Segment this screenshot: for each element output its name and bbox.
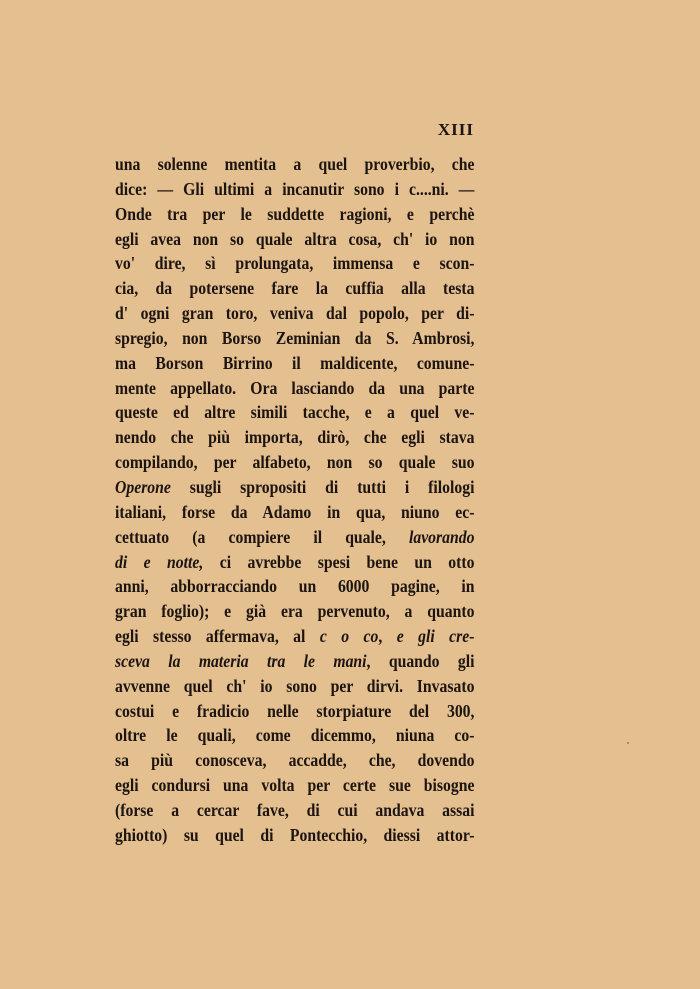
text-line xyxy=(115,550,474,575)
text-span: costui e fradicio nelle storpiature del 300, xyxy=(115,700,475,721)
text-span: sugli spropositi di tutti i filologi xyxy=(170,476,475,497)
text-span: spregio, non Borso Zeminian da S. Ambrosi, xyxy=(115,327,475,348)
paper-speck xyxy=(627,742,629,744)
text-span: mente appellato. Ora lasciando da una parte xyxy=(115,377,475,398)
text-line xyxy=(115,699,474,724)
text-span: sa più conosceva, accadde, che, dovendo xyxy=(115,750,475,771)
text-span: , xyxy=(378,626,397,647)
text-span: italiani, forse da Adamo in qua, niuno ec- xyxy=(115,501,475,522)
text-line xyxy=(115,152,474,177)
text-line xyxy=(115,599,474,624)
italic-text: di e notte, xyxy=(115,551,204,572)
text-span: vo' dire, sì prolungata, immensa e scon- xyxy=(115,253,475,274)
text-line xyxy=(115,400,474,425)
text-line xyxy=(115,227,474,252)
italic-text: c o co xyxy=(319,626,379,647)
text-line xyxy=(115,326,474,351)
text-span: queste ed altre simili tacche, e a quel ve- xyxy=(115,402,475,423)
text-line xyxy=(115,823,474,848)
body-text xyxy=(115,152,475,848)
italic-text: sceva la materia tra le mani xyxy=(115,650,367,671)
text-span: gran foglio); e già era pervenuto, a quanto xyxy=(115,601,475,622)
text-span: una solenne mentita a quel proverbio, che xyxy=(115,154,475,174)
text-span: anni, abborracciando un 6000 pagine, in xyxy=(115,576,475,597)
italic-text: Operone xyxy=(115,476,171,497)
text-line xyxy=(115,773,474,798)
text-line xyxy=(115,425,474,450)
text-span: oltre le quali, come dicemmo, niuna co- xyxy=(115,725,475,746)
text-line xyxy=(115,723,474,748)
text-span: d' ogni gran toro, veniva dal popolo, per di- xyxy=(115,303,475,324)
text-span: Onde tra per le suddette ragioni, e perchè xyxy=(115,203,475,224)
text-line xyxy=(115,574,474,599)
text-line xyxy=(115,748,474,773)
italic-text: lavorando xyxy=(408,526,475,547)
text-line xyxy=(115,301,474,326)
text-line xyxy=(115,500,474,525)
text-span: egli condursi una volta per certe sue bisogne xyxy=(115,775,475,796)
text-span: dice: — Gli ultimi a incanutir sono i c....ni. — xyxy=(115,178,475,199)
text-line xyxy=(115,376,474,401)
text-line xyxy=(115,475,474,500)
text-span: avvenne quel ch' io sono per dirvi. Invasato xyxy=(115,675,475,696)
text-span: , quando gli xyxy=(366,650,475,671)
text-line xyxy=(115,177,474,202)
text-line xyxy=(115,251,474,276)
italic-text: e gli cre- xyxy=(396,626,475,647)
text-span: ghiotto) su quel di Pontecchio, diessi attor- xyxy=(115,824,475,845)
text-span: nendo che più importa, dirò, che egli stava xyxy=(115,427,475,448)
text-line xyxy=(115,351,474,376)
text-span: cettuato (a compiere il quale, xyxy=(115,526,409,547)
text-span: egli avea non so quale altra cosa, ch' io non xyxy=(115,228,475,249)
text-span: ma Borson Birrino il maldicente, comune- xyxy=(115,352,475,373)
text-line xyxy=(115,649,474,674)
text-line xyxy=(115,202,474,227)
text-span: cia, da potersene fare la cuffia alla testa xyxy=(115,278,475,299)
text-line xyxy=(115,798,474,823)
text-line xyxy=(115,450,474,475)
page-number: XIII xyxy=(437,120,474,139)
text-span: egli stesso affermava, al xyxy=(115,626,320,647)
text-line xyxy=(115,525,474,550)
text-line xyxy=(115,674,474,699)
text-line xyxy=(115,624,474,649)
text-span: (forse a cercar fave, di cui andava assai xyxy=(115,799,475,820)
text-span: ci avrebbe spesi bene un otto xyxy=(203,551,475,572)
text-span: compilando, per alfabeto, non so quale suo xyxy=(115,452,475,473)
text-line xyxy=(115,276,474,301)
